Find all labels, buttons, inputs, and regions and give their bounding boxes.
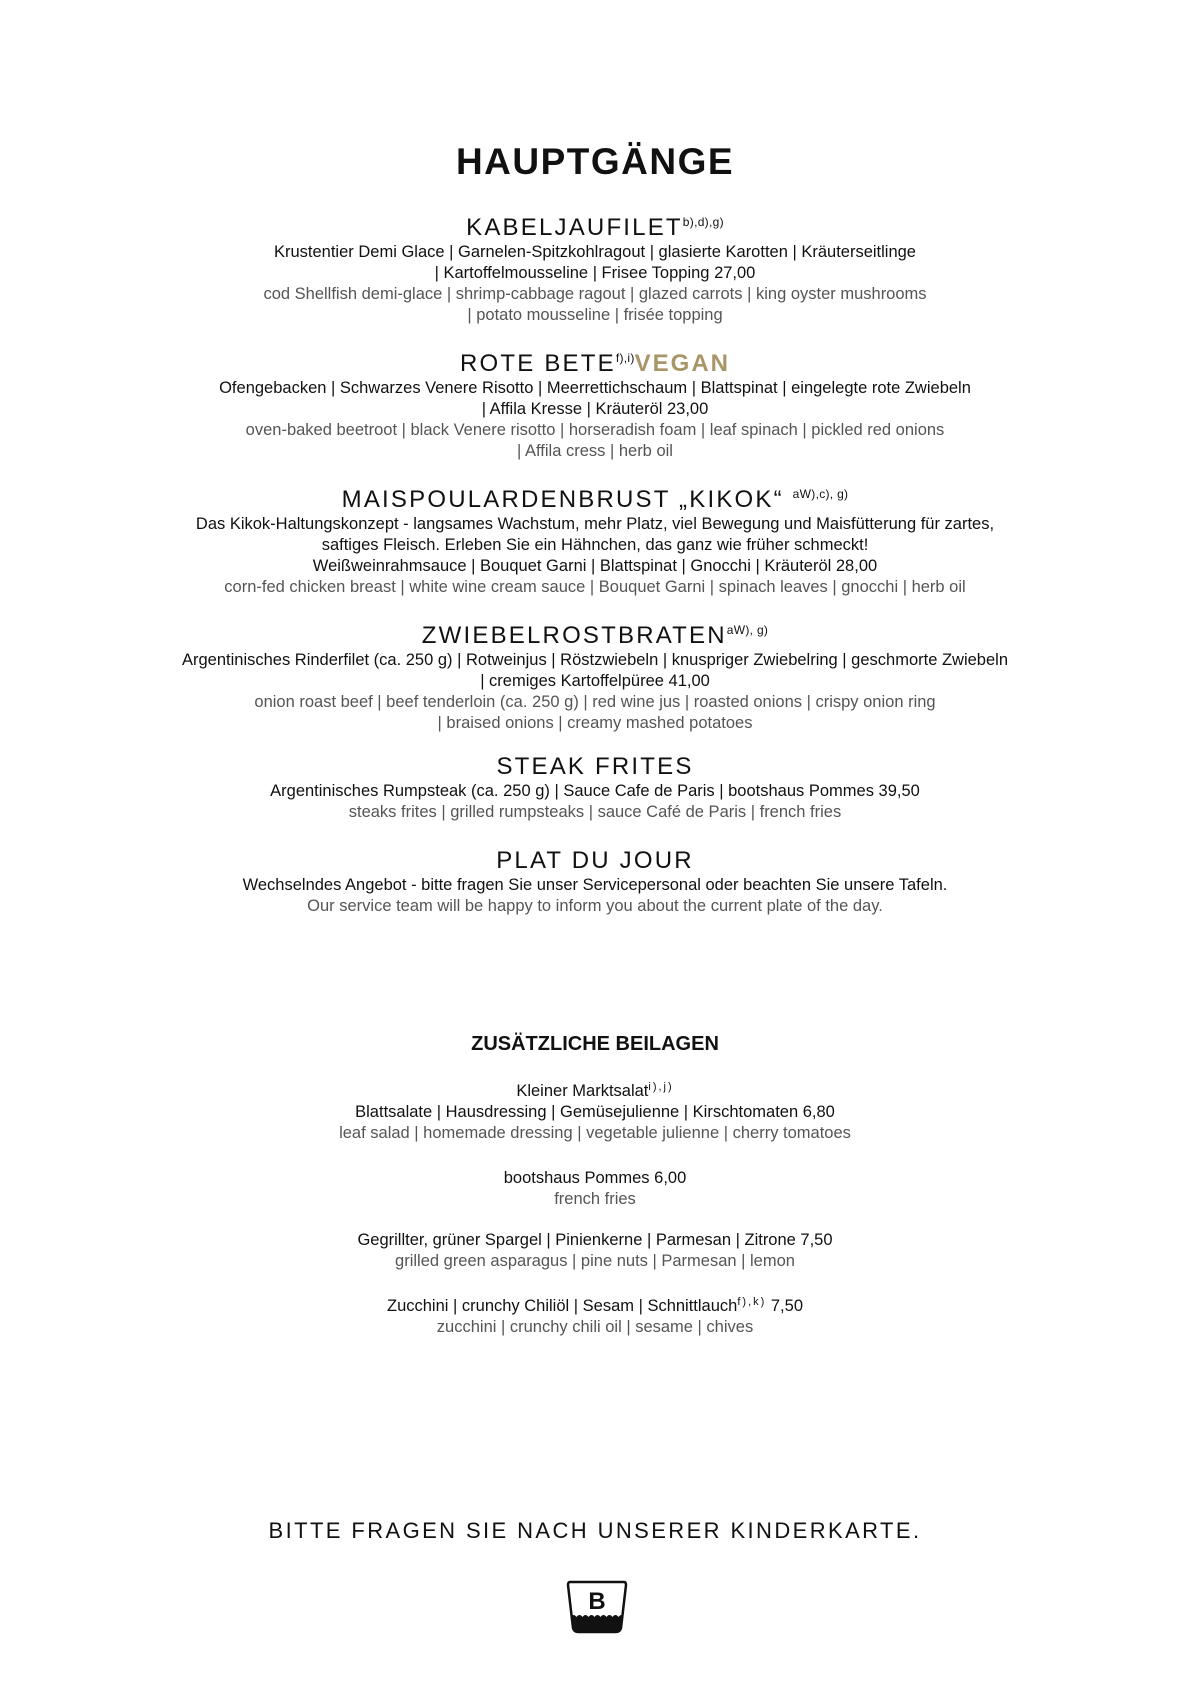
dish-description-de: | Kartoffelmousseline | Frisee Topping 27,00 [434,264,756,282]
side-description-de: Gegrillter, grüner Spargel | Pinienkerne | Parmesan | Zitrone 7,50 [357,1231,833,1249]
side-description-en: zucchini | crunchy chili oil | sesame | chives [436,1318,754,1336]
vegan-badge: VEGAN [634,350,730,377]
side-description-de: bootshaus Pommes 6,00 [503,1169,687,1187]
dish-description-de: Argentinisches Rumpsteak (ca. 250 g) | Sauce Cafe de Paris | bootshaus Pommes 39,50 [270,782,920,800]
dish-rote-bete [0,344,1190,462]
dish-description-de: Wechselndes Angebot - bitte fragen Sie unser Servicepersonal oder beachten Sie unsere Tafeln. [242,876,948,894]
allergen-codes: aW),c), g) [792,487,849,501]
side-name [0,1077,1190,1102]
logo-letter: B [588,1588,606,1615]
side-title: Zucchini | crunchy Chiliöl | Sesam | Schnittlauch [387,1297,738,1315]
side-bootshaus-pommes [0,1168,1190,1210]
dish-description-en: onion roast beef | beef tenderloin (ca. 250 g) | red wine jus | roasted onions | crispy onion ring [254,693,936,711]
allergen-codes: i),j) [648,1081,674,1093]
dish-title [0,616,1190,650]
dish-title [0,208,1190,242]
dish-name: KABELJAUFILET [466,214,683,241]
dish-description-de: Krustentier Demi Glace | Garnelen-Spitzkohlragout | glasierte Karotten | Kräuterseitlinge [273,243,916,261]
side-title: Kleiner Marktsalat [516,1082,649,1100]
dish-description-en: | potato mousseline | frisée topping [467,306,723,324]
dish-description-de: saftiges Fleisch. Erleben Sie ein Hähnchen, das ganz wie früher schmeckt! [321,536,869,554]
dish-zwiebelrostbraten [0,616,1190,734]
kids-menu-note: BITTE FRAGEN SIE NACH UNSERER KINDERKARTE. [268,1518,922,1543]
dish-steak-frites [0,753,1190,823]
dish-title [0,480,1190,514]
allergen-codes: b),d),g) [682,215,724,229]
dish-description-en: | Affila cress | herb oil [517,442,673,460]
side-zucchini [0,1292,1190,1338]
side-gegrillter-spargel [0,1230,1190,1272]
side-description-en: leaf salad | homemade dressing | vegetable julienne | cherry tomatoes [339,1124,851,1142]
allergen-codes: aW), g) [726,623,769,637]
dish-name: ROTE BETE [459,350,616,377]
sides-section-title: ZUSÄTZLICHE BEILAGEN [471,1033,719,1055]
dish-description-de: Das Kikok-Haltungskonzept - langsames Wachstum, mehr Platz, viel Bewegung und Maisfütterung für zartes, [195,515,995,533]
dish-name: ZWIEBELROSTBRATEN [421,622,727,649]
dish-description-en: Our service team will be happy to inform you about the current plate of the day. [307,897,883,915]
side-description-en: french fries [554,1190,636,1208]
dish-description-en: corn-fed chicken breast | white wine cream sauce | Bouquet Garni | spinach leaves | gnocchi | herb oil [224,578,966,596]
side-description-de [0,1292,1190,1317]
dish-description-de: | cremiges Kartoffelpüree 41,00 [480,672,710,690]
side-kleiner-marktsalat [0,1077,1190,1144]
allergen-codes: f),i) [615,351,635,365]
dish-name: MAISPOULARDENBRUST „KIKOK“ [341,486,793,513]
page-title: HAUPTGÄNGE [455,141,735,182]
dish-name: STEAK FRITES [496,753,694,780]
dish-description-de: | Affila Kresse | Kräuteröl 23,00 [481,400,709,418]
side-price: 7,50 [766,1297,803,1315]
dish-title [0,344,1190,378]
allergen-codes: f),k) [737,1296,767,1308]
dish-description-de: Ofengebacken | Schwarzes Venere Risotto | Meerrettichschaum | Blattspinat | eingelegte rote Zwiebeln [219,379,971,397]
side-description-en: grilled green asparagus | pine nuts | Parmesan | lemon [395,1252,795,1270]
dish-description-en: | braised onions | creamy mashed potatoes [437,714,753,732]
dish-description-de: Argentinisches Rinderfilet (ca. 250 g) | Rotweinjus | Röstzwiebeln | knuspriger Zwiebelring | geschmorte Zwiebeln [181,651,1008,669]
dish-description-de: Weißweinrahmsauce | Bouquet Garni | Blattspinat | Gnocchi | Kräuteröl 28,00 [312,557,878,575]
dish-title [0,753,1190,781]
dish-title [0,847,1190,875]
dish-description-en: cod Shellfish demi-glace | shrimp-cabbage ragout | glazed carrots | king oyster mushrooms [263,285,927,303]
dish-plat-du-jour [0,847,1190,917]
side-description-de: Blattsalate | Hausdressing | Gemüsejulienne | Kirschtomaten 6,80 [355,1103,835,1121]
dish-kabeljaufilet [0,208,1190,326]
dish-description-en: oven-baked beetroot | black Venere risotto | horseradish foam | leaf spinach | pickled red onions [245,421,945,439]
dish-name: PLAT DU JOUR [496,847,694,874]
dish-description-en: steaks frites | grilled rumpsteaks | sauce Café de Paris | french fries [348,803,842,821]
dish-maispoulardenbrust [0,480,1190,598]
bootshaus-logo-icon [566,1580,628,1634]
